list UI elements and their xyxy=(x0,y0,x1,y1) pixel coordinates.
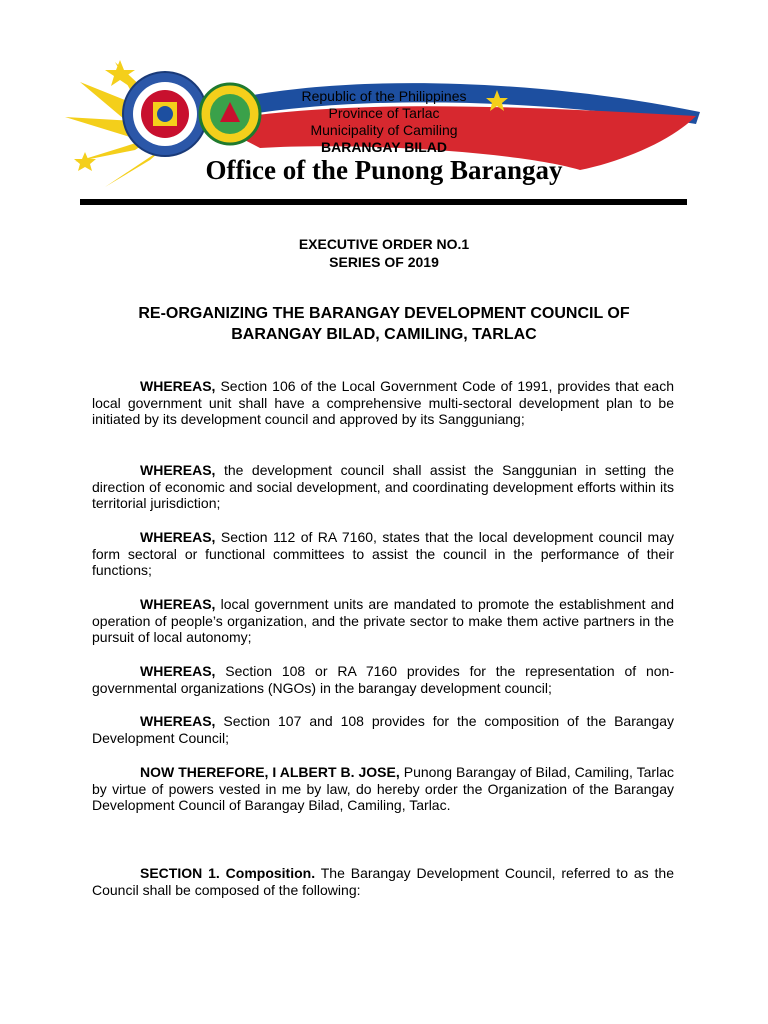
whereas-paragraph-2 xyxy=(92,462,674,512)
now-therefore-paragraph xyxy=(92,764,674,814)
province-line: Province of Tarlac xyxy=(328,105,440,121)
paragraph-lead: WHEREAS, xyxy=(140,529,216,545)
letterhead-text xyxy=(0,88,768,156)
paragraph-text: Section 107 and 108 provides for the composition of the Barangay Development Council; xyxy=(92,713,674,746)
whereas-paragraph-3 xyxy=(92,529,674,579)
paragraph-lead: SECTION 1. Composition. xyxy=(140,865,316,881)
order-number: EXECUTIVE ORDER NO.1 xyxy=(298,236,470,252)
paragraph-text: Punong Barangay of Bilad, Camiling, Tarlac by virtue of powers vested in me by law, do hereby order the Organization of the Barangay Development Council of Barangay Bilad, Camiling, Tarlac. xyxy=(92,764,674,814)
whereas-paragraph-6 xyxy=(92,713,674,746)
paragraph-text: Section 108 or RA 7160 provides for the representation of non-governmental organizations (NGOs) in the barangay development council; xyxy=(92,663,674,696)
paragraph-lead: WHEREAS, xyxy=(140,713,216,729)
office-title: Office of the Punong Barangay xyxy=(205,155,563,185)
barangay-line: BARANGAY BILAD xyxy=(320,139,447,155)
order-series: SERIES OF 2019 xyxy=(329,254,439,270)
paragraph-lead: WHEREAS, xyxy=(140,596,216,612)
republic-line: Republic of the Philippines xyxy=(301,88,467,104)
whereas-paragraph-5 xyxy=(92,663,674,696)
paragraph-lead: WHEREAS, xyxy=(140,462,216,478)
paragraph-text: Section 106 of the Local Government Code of 1991, provides that each local government unit shall have a comprehensive multi-sectoral development plan to be initiated by its development council and approved by its Sangguniang; xyxy=(92,378,674,428)
paragraph-text: the development council shall assist the Sanggunian in setting the direction of economic and social development, and coordinating development efforts within its territorial jurisdiction; xyxy=(92,462,674,512)
whereas-paragraph-1 xyxy=(92,378,674,428)
title-line-1: RE-ORGANIZING THE BARANGAY DEVELOPMENT COUNCIL OF xyxy=(138,305,630,322)
paragraph-text: The Barangay Development Council, referred to as the Council shall be composed of the following: xyxy=(92,865,674,898)
section-1-paragraph xyxy=(92,865,674,898)
whereas-paragraph-4 xyxy=(92,596,674,646)
paragraph-lead: WHEREAS, xyxy=(140,378,216,394)
paragraph-text: Section 112 of RA 7160, states that the local development council may form sectoral or functional committees to assist the council in the performance of their functions; xyxy=(92,529,674,579)
title-line-2: BARANGAY BILAD, CAMILING, TARLAC xyxy=(231,326,537,343)
paragraph-lead: WHEREAS, xyxy=(140,663,216,679)
executive-order-heading xyxy=(0,235,768,271)
document-title xyxy=(0,303,768,345)
header-divider xyxy=(80,199,687,205)
paragraph-lead: NOW THEREFORE, I ALBERT B. JOSE, xyxy=(140,764,400,780)
paragraph-text: local government units are mandated to promote the establishment and operation of people’s organization, and the private sector to make them active partners in the pursuit of local autonomy; xyxy=(92,596,674,646)
municipality-line: Municipality of Camiling xyxy=(310,122,458,138)
